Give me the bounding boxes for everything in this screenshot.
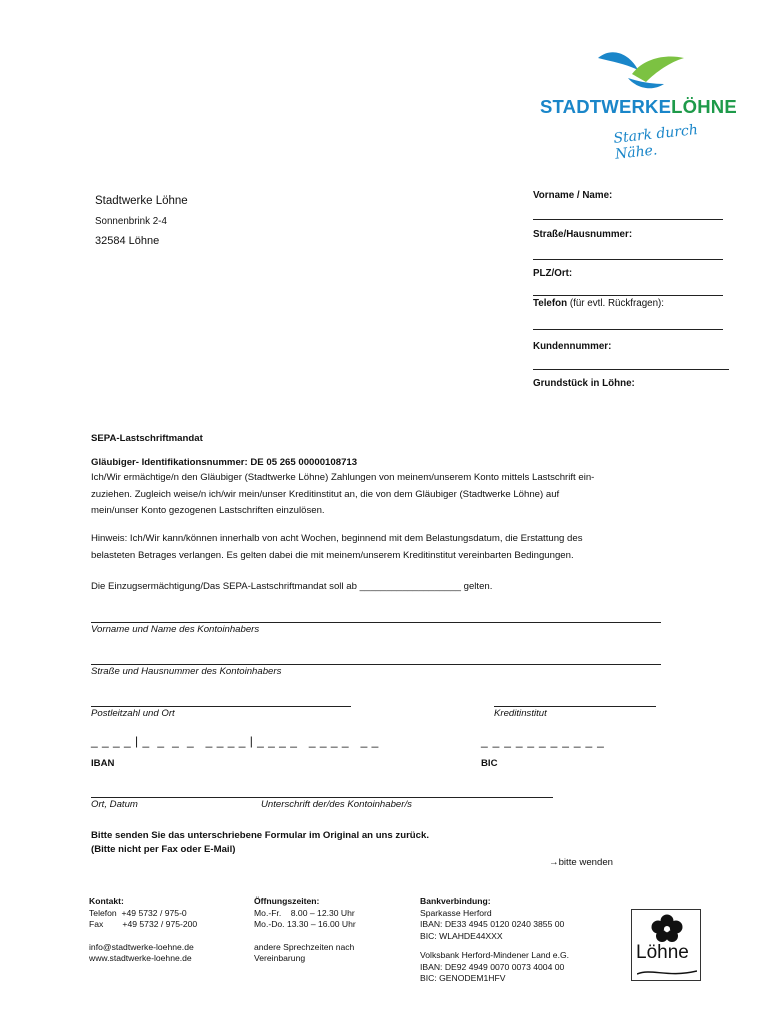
field-name-input[interactable] xyxy=(533,219,723,220)
recipient-city: 32584 Löhne xyxy=(95,235,160,247)
holder-street-label: Straße und Hausnummer des Kontoinhabers xyxy=(91,666,282,677)
field-city-label: PLZ/Ort: xyxy=(533,268,573,279)
holder-name-label: Vorname und Name des Kontoinhabers xyxy=(91,624,260,635)
signature-input[interactable] xyxy=(91,797,553,798)
field-phone-note: (für evtl. Rückfragen): xyxy=(567,298,665,309)
footer-hours xyxy=(254,896,356,965)
holder-city-input[interactable] xyxy=(91,706,351,707)
footer-contact xyxy=(89,896,197,965)
contact-email[interactable]: info@stadtwerke-loehne.de xyxy=(89,941,194,952)
stadtwerke-logo xyxy=(534,48,744,163)
contact-phone: Telefon +49 5732 / 975-0 xyxy=(89,907,187,918)
bank-label: Kreditinstitut xyxy=(494,708,547,719)
mandate-para1-l2: zuziehen. Zugleich weise/n ich/wir mein/unser Kreditinstitut an, die von dem Gläubiger (Stadtwerke Löhne) auf xyxy=(91,489,560,500)
logo-brand: STADTWERKELÖHNE xyxy=(540,96,737,117)
holder-street-input[interactable] xyxy=(91,664,661,665)
mandate-para2-l1: Hinweis: Ich/Wir kann/können innerhalb von acht Wochen, beginnend mit dem Belastungsdatum, die Erstattung des xyxy=(91,533,583,544)
bank-heading: Bankverbindung: xyxy=(420,896,491,906)
logo-tagline: Stark durch Nähe. xyxy=(612,122,699,163)
holder-name-input[interactable] xyxy=(91,622,661,623)
contact-web[interactable]: www.stadtwerke-loehne.de xyxy=(89,953,192,963)
hours-heading: Öffnungszeiten: xyxy=(254,896,320,906)
field-phone-label: Telefon (für evtl. Rückfragen): xyxy=(533,298,665,309)
iban-label: IBAN xyxy=(91,758,115,769)
bank2-name: Volksbank Herford-Mindener Land e.G. xyxy=(420,950,570,960)
bank2-iban: IBAN: DE92 4949 0070 0073 4004 00 xyxy=(420,961,565,972)
bank1-iban: IBAN: DE33 4945 0120 0240 3855 00 xyxy=(420,919,565,929)
footer-bank xyxy=(420,896,569,985)
bank1-bic: BIC: WLAHDE44XXX xyxy=(420,930,503,941)
turn-page-note: →bitte wenden xyxy=(549,857,613,868)
bic-input[interactable]: _ _ _ _ _ _ _ _ _ _ _ xyxy=(481,734,605,748)
wave-icon xyxy=(637,968,697,978)
signature-label: Unterschrift der/des Kontoinhaber/s xyxy=(261,799,412,810)
bank-input[interactable] xyxy=(494,706,656,707)
return-note-l1: Bitte senden Sie das unterschriebene Formular im Original an uns zurück. xyxy=(91,830,429,841)
return-note-l2: (Bitte nicht per Fax oder E-Mail) xyxy=(91,844,236,855)
bank2-bic: BIC: GENODEM1HFV xyxy=(420,973,506,983)
holder-city-label: Postleitzahl und Ort xyxy=(91,708,175,719)
mandate-heading: SEPA-Lastschriftmandat xyxy=(91,433,203,444)
flower-icon xyxy=(650,913,684,943)
mandate-para2-l2: belasteten Betrages verlangen. Es gelten dabei die mit meinem/unserem Kreditinstitut vereinbarten Bedingungen. xyxy=(91,550,574,561)
hours-l1: Mo.-Fr. 8.00 – 12.30 Uhr xyxy=(254,907,355,918)
field-property-label: Grundstück in Löhne: xyxy=(533,378,635,389)
city-logo xyxy=(631,909,701,981)
recipient-name: Stadtwerke Löhne xyxy=(95,195,188,207)
hours-l3: andere Sprechzeiten nach xyxy=(254,941,355,952)
field-city-input[interactable] xyxy=(533,295,723,296)
field-street-label: Straße/Hausnummer: xyxy=(533,229,633,240)
iban-input[interactable]: _ _ _ _ | _ _ _ _ _ _ _ _ | _ _ _ _ _ _ _ _ _ _ xyxy=(91,734,379,748)
valid-from-text: Die Einzugsermächtigung/Das SEPA-Lastschriftmandat soll ab ___________________ gelten. xyxy=(91,581,493,592)
bank1-name: Sparkasse Herford xyxy=(420,907,492,918)
recipient-street: Sonnenbrink 2-4 xyxy=(95,216,167,227)
field-name-label: Vorname / Name: xyxy=(533,190,613,201)
field-street-input[interactable] xyxy=(533,259,723,260)
mandate-para1-l3: mein/unser Konto gezogenen Lastschriften einzulösen. xyxy=(91,505,325,516)
field-customer-label: Kundennummer: xyxy=(533,341,612,352)
creditor-id: Gläubiger- Identifikationsnummer: DE 05 265 00000108713 xyxy=(91,457,358,468)
mandate-para1-l1: Ich/Wir ermächtige/n den Gläubiger (Stadtwerke Löhne) Zahlungen von meinem/unserem Konto mittels Lastschrift ein- xyxy=(91,472,595,483)
bird-logo-icon xyxy=(592,48,692,94)
contact-heading: Kontakt: xyxy=(89,896,124,906)
field-customer-input[interactable] xyxy=(533,369,729,370)
place-date-label: Ort, Datum xyxy=(91,799,138,810)
city-logo-text: Löhne xyxy=(636,942,689,963)
field-phone-input[interactable] xyxy=(533,329,723,330)
bic-label: BIC xyxy=(481,758,498,769)
hours-l4: Vereinbarung xyxy=(254,953,306,963)
contact-fax: Fax +49 5732 / 975-200 xyxy=(89,919,198,929)
hours-l2: Mo.-Do. 13.30 – 16.00 Uhr xyxy=(254,919,356,929)
